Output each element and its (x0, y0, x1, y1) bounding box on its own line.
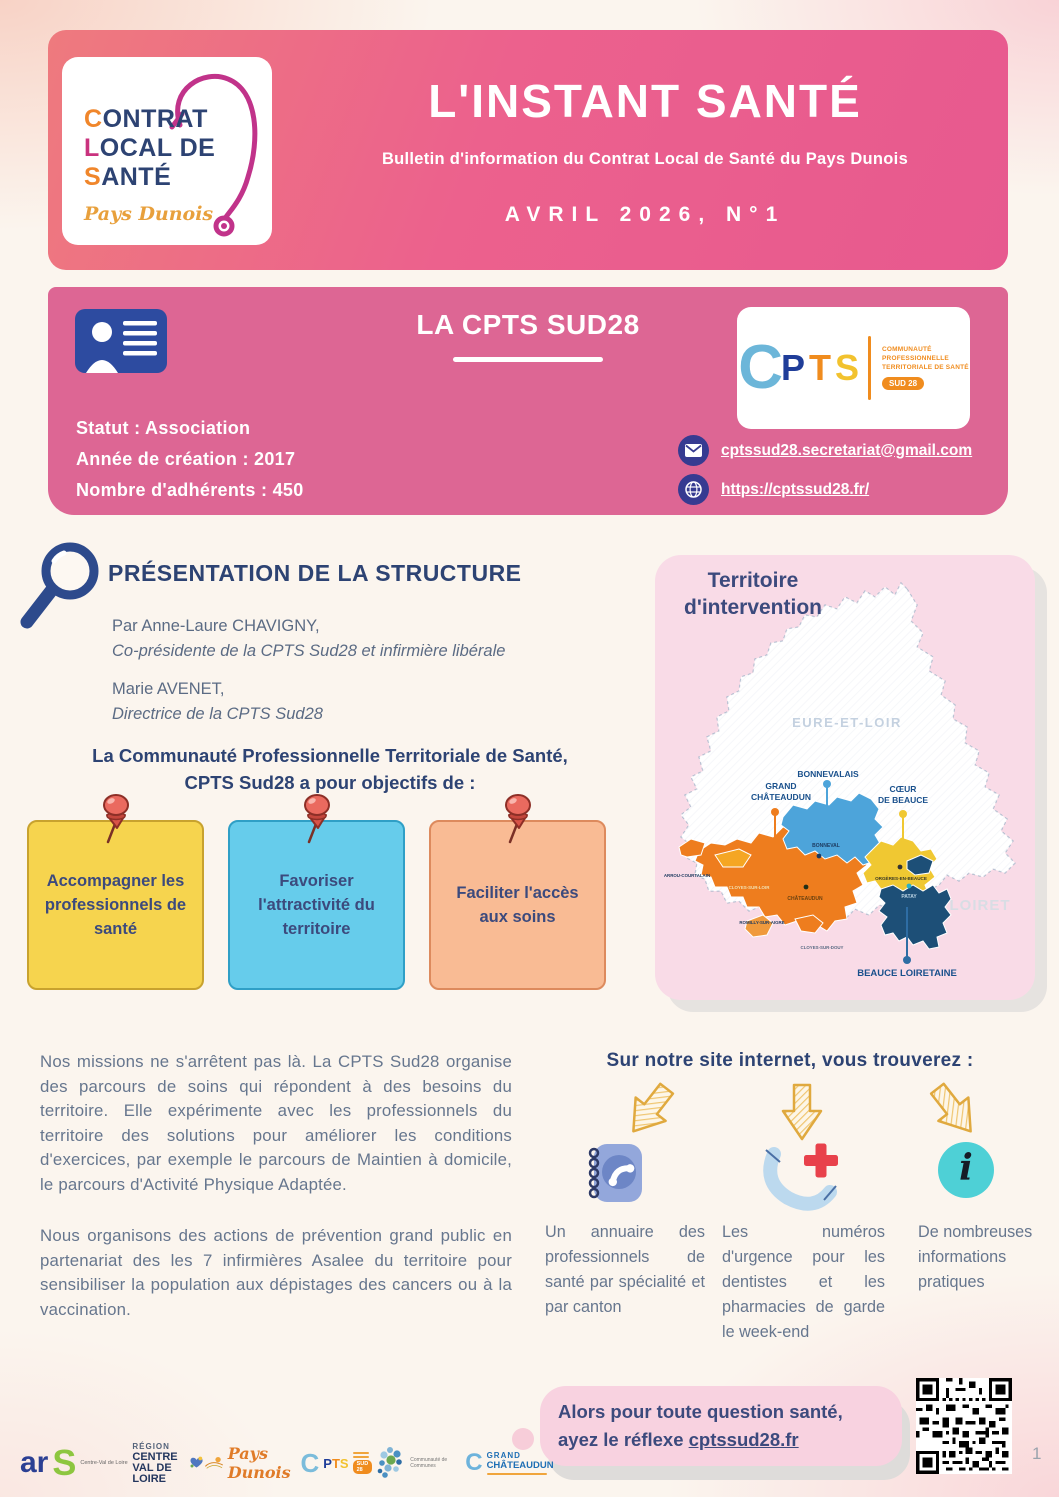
beauce-loiretaine-label: BEAUCE LOIRETAINE (857, 968, 957, 979)
email-link[interactable]: cptssud28.secretariat@gmail.com (721, 441, 973, 459)
callout-line1: Alors pour toute question santé, (558, 1401, 843, 1422)
author-name: Par Anne-Laure CHAVIGNY, (112, 617, 320, 635)
newsletter-issue: AVRIL 2026, N°1 (504, 202, 786, 226)
patay-label: PATAY (901, 894, 917, 900)
website-link[interactable]: https://cptssud28.fr/ (721, 480, 870, 498)
map-title-line1: Territoire (707, 569, 799, 592)
header-banner (48, 30, 1008, 270)
down-arrow-icon (780, 1082, 824, 1142)
stat-annee: Année de création : 2017 (76, 449, 296, 469)
ars-logo-sub: Centre-Val de Loire (80, 1459, 128, 1466)
callout-banner (540, 1386, 902, 1466)
caption-line: TERRITORIALE DE SANTÉ (882, 364, 969, 371)
ars-logo-text: ar (20, 1446, 49, 1479)
title-underline (453, 357, 603, 362)
qr-code (916, 1378, 1012, 1474)
website-section-title: Sur notre site internet, vous trouverez : (606, 1050, 974, 1071)
logo-initial: S (84, 163, 102, 191)
gc-logo-c: C (465, 1449, 483, 1476)
gc-line2: CHÂTEAUDUN (486, 1460, 554, 1471)
cpts-logo-c: C (738, 333, 783, 402)
phone-directory-icon (580, 1140, 646, 1206)
chateaudun-dot (804, 885, 809, 890)
presentation-title: PRÉSENTATION DE LA STRUCTURE (108, 560, 522, 586)
cls-logo-text (84, 105, 215, 229)
objective-text: Accompagner les professionnels de santé (44, 872, 187, 938)
sud28-badge: SUD 28 (882, 377, 924, 390)
stat-statut: Statut : Association (76, 418, 251, 438)
stat-adherents: Nombre d'adhérents : 450 (76, 480, 304, 500)
gc-line1: GRAND (486, 1451, 521, 1460)
grand-chateaudun-arm (679, 839, 705, 857)
romilly-label: ROMILLY-SUR-AIGRE (739, 920, 785, 925)
paragraph-missions: Nos missions ne s'arrêtent pas là. La CPTS Sud28 organise des parcours de soins qui répondent à des besoins du territoire. Elle expérimente avec les professionnels du territoire des solutions pour améliorer les conditions d'exercices, par exemple le parcours de Maintien à domicile, le parcours d'Activité Physique Adaptée. (40, 1052, 512, 1194)
down-right-arrow-icon (918, 1073, 990, 1147)
cpts-sud28-logo (737, 307, 970, 429)
paragraph-prevention: Nous organisons des actions de prévention grand public en partenariat des les 7 infirmières Asalee du territoire pour sensibiliser la population aux dépistages des cancers ou à la vaccination. (40, 1226, 512, 1319)
region-line1: CENTRE (132, 1451, 178, 1463)
logo-script-pays-dunois: Pays Dunois (84, 203, 214, 225)
orange-patch-south1 (745, 915, 773, 937)
region-line0: RÉGION (132, 1442, 170, 1451)
grand-chateaudun-label2: CHÂTEAUDUN (751, 792, 811, 802)
email-row (678, 435, 972, 466)
objectives-heading-line1: La Communauté Professionnelle Territoriale de Santé, (92, 745, 568, 766)
cpts-logo-p: P (780, 347, 805, 388)
objectives-heading-line2: CPTS Sud28 a pour objectifs de : (184, 772, 476, 793)
pays-dunois-text: Pays Dunois (227, 1444, 291, 1482)
coeur-de-beauce-label2: DE BEAUCE (877, 795, 929, 805)
pays-dunois-doodle-icon (204, 1452, 224, 1474)
missions-paragraphs (40, 1050, 512, 1322)
down-left-arrow-icon (614, 1073, 686, 1147)
newsletter-subtitle: Bulletin d'information du Contrat Local de Santé du Pays Dunois (381, 149, 909, 168)
cpts-mini-p: P (323, 1455, 332, 1471)
objective-text: Favoriser l'attractivité du territoire (258, 872, 375, 938)
arrou-label: ARROU-COURTALAIN (663, 873, 711, 878)
cpts-mini-c: C (300, 1448, 320, 1478)
territory-map (655, 555, 1035, 1000)
contact-card-icon (75, 309, 167, 375)
objectives-heading (40, 742, 620, 796)
grand-chateaudun-logo (465, 1451, 553, 1475)
website-item-emergency: Les numéros d'urgence pour les dentistes et les pharmacies de garde le week-end (722, 1223, 885, 1341)
author (112, 677, 602, 727)
cpts-mini-s: S (339, 1455, 349, 1471)
caption-line: PROFESSIONNELLE (882, 355, 949, 362)
map-title (667, 567, 839, 621)
author-name: Marie AVENET, (112, 680, 225, 698)
info-glyph: i (959, 1147, 973, 1189)
logo-word: OCAL DE (99, 134, 216, 162)
partner-logos (20, 1432, 554, 1494)
objective-text: Faciliter l'accès aux soins (456, 884, 579, 926)
cpts-logo-s: S (835, 347, 860, 388)
pushpin-icon (295, 792, 339, 846)
douy-label: CLOYES-SUR-DOUY (800, 945, 844, 950)
cpts-logo-small (301, 1450, 373, 1476)
territory-map-panel (655, 555, 1035, 1000)
website-row (678, 474, 972, 505)
cpts-logo-t: T (809, 347, 831, 388)
pushpin-icon (496, 792, 540, 846)
orgeres-dot (898, 865, 903, 870)
logo-initial: L (84, 134, 100, 162)
cpts-mini-badge: SUD 28 (353, 1460, 373, 1474)
caption-line: COMMUNAUTÉ (882, 346, 932, 353)
logo-word: ANTÉ (101, 163, 172, 191)
cpts-stats (76, 413, 304, 506)
department-label: EURE-ET-LOIR (792, 715, 902, 730)
cc-mosaic-icon (372, 1444, 406, 1482)
pays-dunois-logo (204, 1444, 301, 1482)
globe-icon (678, 474, 709, 505)
author (112, 614, 602, 664)
emergency-phone-icon (752, 1138, 856, 1214)
ars-logo (20, 1442, 132, 1483)
logo-word: ONTRAT (102, 105, 208, 133)
callout-link[interactable]: cptssud28.fr (688, 1429, 799, 1450)
region-centre-logo (132, 1441, 203, 1485)
communaute-communes-logo (372, 1444, 465, 1482)
cloyes-label: CLOYES-SUR-LOIR (728, 885, 770, 890)
website-item-info: De nombreuses informations pratiques (918, 1223, 1033, 1291)
grand-chateaudun-label1: GRAND (765, 781, 797, 791)
objective-note-yellow (27, 820, 204, 990)
newsletter-title: L'INSTANT SANTÉ (428, 74, 862, 127)
orgeres-label: ORGÈRES-EN-BEAUCE (875, 876, 927, 881)
coeur-de-beauce-dot (899, 810, 907, 818)
envelope-icon (678, 435, 709, 466)
author-role: Directrice de la CPTS Sud28 (112, 705, 323, 723)
author-role: Co-présidente de la CPTS Sud28 et infirmière libérale (112, 642, 506, 660)
page-number: 1 (1032, 1444, 1042, 1463)
magnifier-icon (16, 538, 108, 634)
cpts-mini-t: T (331, 1455, 340, 1471)
cls-pays-dunois-logo (62, 57, 272, 245)
cpts-banner (48, 287, 1008, 515)
authors-block (112, 614, 602, 740)
bonneval-dot (817, 854, 822, 859)
region-line2: VAL DE LOIRE (132, 1462, 172, 1485)
region-heart-icon (189, 1453, 204, 1473)
patay-dot (907, 884, 912, 889)
logo-initial: C (84, 105, 103, 133)
cpts-logo-caption (882, 346, 969, 390)
logo-divider (868, 336, 871, 400)
website-item-directory: Un annuaire des professionnels de santé par spécialité et par canton (545, 1223, 705, 1316)
map-title-line2: d'intervention (684, 596, 822, 619)
cpts-section-title: LA CPTS SUD28 (416, 309, 640, 340)
objective-note-blue (228, 820, 405, 990)
bonnevalais-label: BONNEVALAIS (797, 769, 859, 779)
chateaudun-label: CHÂTEAUDUN (787, 896, 823, 902)
pushpin-icon (94, 792, 138, 846)
ars-logo-accent: S (52, 1442, 77, 1483)
coeur-de-beauce-label1: CŒUR (889, 784, 917, 794)
loiret-label: LOIRET (949, 897, 1011, 914)
objective-note-peach (429, 820, 606, 990)
bonneval-label: BONNEVAL (812, 843, 840, 849)
beauce-loiretaine-dot (903, 956, 911, 964)
bonnevalais-dot (823, 780, 831, 788)
header-text-block (300, 30, 990, 270)
objectives-notes (27, 820, 606, 990)
grand-chateaudun-dot (771, 808, 779, 816)
callout-line2-prefix: ayez le réflexe (558, 1429, 689, 1450)
cc-logo-text: Communauté de Communes (410, 1457, 448, 1469)
info-icon (938, 1142, 994, 1198)
